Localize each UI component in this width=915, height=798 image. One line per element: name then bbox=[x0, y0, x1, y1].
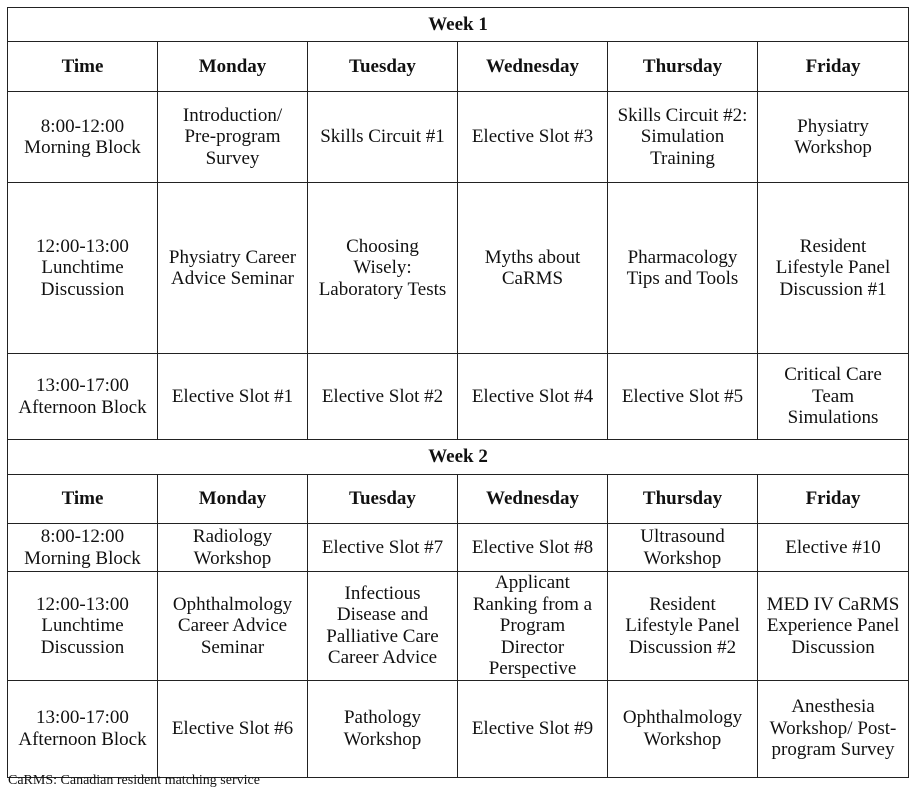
column-header-time: Time bbox=[8, 475, 158, 524]
column-header-monday: Monday bbox=[158, 42, 308, 92]
week-title: Week 1 bbox=[8, 8, 909, 42]
time-cell: 8:00-12:00 Morning Block bbox=[8, 92, 158, 183]
session-cell-tuesday: Pathology Workshop bbox=[308, 680, 458, 777]
session-cell-tuesday: Elective Slot #2 bbox=[308, 354, 458, 440]
week-title: Week 2 bbox=[8, 440, 909, 475]
time-cell: 13:00-17:00 Afternoon Block bbox=[8, 354, 158, 440]
session-cell-tuesday: Infectious Disease and Palliative Care Career Advice bbox=[308, 572, 458, 681]
session-cell-friday: MED IV CaRMS Experience Panel Discussion bbox=[758, 572, 909, 681]
time-cell: 8:00-12:00 Morning Block bbox=[8, 524, 158, 572]
table-row bbox=[8, 524, 909, 572]
session-cell-wednesday: Applicant Ranking from a Program Director Perspective bbox=[458, 572, 608, 681]
session-cell-thursday: Elective Slot #5 bbox=[608, 354, 758, 440]
header-row bbox=[8, 475, 909, 524]
time-cell: 12:00-13:00 Lunchtime Discussion bbox=[8, 572, 158, 681]
column-header-tuesday: Tuesday bbox=[308, 42, 458, 92]
table-row bbox=[8, 354, 909, 440]
session-cell-tuesday: Skills Circuit #1 bbox=[308, 92, 458, 183]
session-cell-thursday: Skills Circuit #2: Simulation Training bbox=[608, 92, 758, 183]
session-cell-monday: Radiology Workshop bbox=[158, 524, 308, 572]
column-header-time: Time bbox=[8, 42, 158, 92]
session-cell-friday: Critical Care Team Simulations bbox=[758, 354, 909, 440]
session-cell-wednesday: Elective Slot #9 bbox=[458, 680, 608, 777]
footnote: CaRMS: Canadian resident matching service bbox=[8, 773, 260, 788]
column-header-monday: Monday bbox=[158, 475, 308, 524]
session-cell-monday: Ophthalmology Career Advice Seminar bbox=[158, 572, 308, 681]
session-cell-wednesday: Elective Slot #8 bbox=[458, 524, 608, 572]
session-cell-tuesday: Choosing Wisely: Laboratory Tests bbox=[308, 183, 458, 354]
column-header-friday: Friday bbox=[758, 42, 909, 92]
table-row bbox=[8, 92, 909, 183]
session-cell-wednesday: Elective Slot #4 bbox=[458, 354, 608, 440]
week-2-title-row bbox=[8, 440, 909, 475]
column-header-tuesday: Tuesday bbox=[308, 475, 458, 524]
session-cell-monday: Elective Slot #6 bbox=[158, 680, 308, 777]
column-header-friday: Friday bbox=[758, 475, 909, 524]
session-cell-monday: Physiatry Career Advice Seminar bbox=[158, 183, 308, 354]
session-cell-friday: Anesthesia Workshop/ Post- program Survey bbox=[758, 680, 909, 777]
header-row bbox=[8, 42, 909, 92]
session-cell-wednesday: Elective Slot #3 bbox=[458, 92, 608, 183]
time-cell: 12:00-13:00 Lunchtime Discussion bbox=[8, 183, 158, 354]
session-cell-monday: Introduction/ Pre-program Survey bbox=[158, 92, 308, 183]
schedule-table bbox=[7, 7, 909, 778]
session-cell-thursday: Ophthalmology Workshop bbox=[608, 680, 758, 777]
session-cell-monday: Elective Slot #1 bbox=[158, 354, 308, 440]
column-header-thursday: Thursday bbox=[608, 42, 758, 92]
week-1-title-row bbox=[8, 8, 909, 42]
table-row bbox=[8, 183, 909, 354]
session-cell-tuesday: Elective Slot #7 bbox=[308, 524, 458, 572]
session-cell-wednesday: Myths about CaRMS bbox=[458, 183, 608, 354]
table-row bbox=[8, 572, 909, 681]
session-cell-thursday: Ultrasound Workshop bbox=[608, 524, 758, 572]
session-cell-friday: Physiatry Workshop bbox=[758, 92, 909, 183]
column-header-wednesday: Wednesday bbox=[458, 42, 608, 92]
column-header-wednesday: Wednesday bbox=[458, 475, 608, 524]
table-row bbox=[8, 680, 909, 777]
session-cell-friday: Resident Lifestyle Panel Discussion #1 bbox=[758, 183, 909, 354]
column-header-thursday: Thursday bbox=[608, 475, 758, 524]
session-cell-thursday: Pharmacology Tips and Tools bbox=[608, 183, 758, 354]
session-cell-friday: Elective #10 bbox=[758, 524, 909, 572]
session-cell-thursday: Resident Lifestyle Panel Discussion #2 bbox=[608, 572, 758, 681]
time-cell: 13:00-17:00 Afternoon Block bbox=[8, 680, 158, 777]
